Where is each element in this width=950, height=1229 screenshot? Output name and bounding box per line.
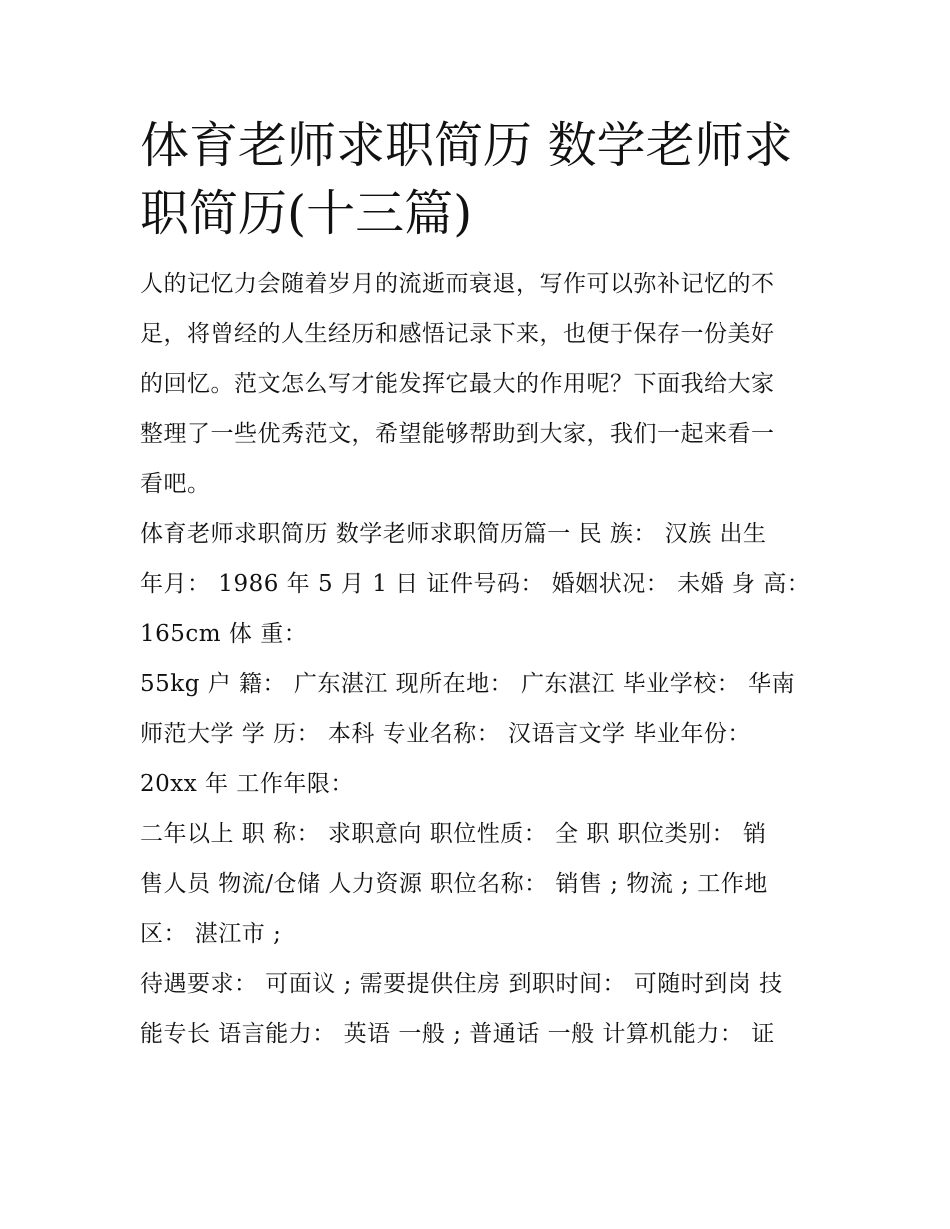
body-line-15: 待遇要求： 可面议 ; 需要提供住房 到职时间： 可随时到岗 技	[140, 971, 783, 997]
body-line-3: 的回忆。范文怎么写才能发挥它最大的作用呢？下面我给大家	[140, 371, 775, 397]
body-line-7: 年月： 1986 年 5 月 1 日 证件号码： 婚姻状况： 未婚 身 高：	[140, 571, 811, 597]
document-body	[140, 265, 812, 1053]
body-line-16: 能专长 语言能力： 英语 一般 ; 普通话 一般 计算机能力： 证	[140, 1021, 775, 1047]
body-line-8: 165cm 体 重：	[140, 621, 308, 647]
body-line-14: 区： 湛江市 ;	[140, 921, 282, 947]
body-line-6: 体育老师求职简历 数学老师求职简历篇一 民 族： 汉族 出生	[140, 521, 767, 547]
title-line-2: 职简历(十三篇)	[140, 185, 473, 242]
body-line-10: 师范大学 学 历： 本科 专业名称： 汉语言文学 毕业年份：	[140, 721, 751, 747]
body-line-11: 20xx 年 工作年限：	[140, 771, 354, 797]
body-line-5: 看吧。	[140, 471, 211, 497]
body-line-2: 足，将曾经的人生经历和感悟记录下来，也便于保存一份美好	[140, 321, 775, 347]
body-line-1: 人的记忆力会随着岁月的流逝而衰退，写作可以弥补记忆的不	[140, 271, 775, 297]
body-line-13: 售人员 物流/仓储 人力资源 职位名称： 销售 ; 物流 ; 工作地	[140, 871, 768, 897]
body-line-12: 二年以上 职 称： 求职意向 职位性质： 全 职 职位类别： 销	[140, 821, 767, 847]
document-content	[140, 112, 812, 1053]
body-line-9: 55kg 户 籍： 广东湛江 现所在地： 广东湛江 毕业学校： 华南	[140, 671, 796, 697]
document-title	[140, 112, 812, 248]
body-line-4: 整理了一些优秀范文，希望能够帮助到大家，我们一起来看一	[140, 421, 775, 447]
title-line-1: 体育老师求职简历 数学老师求	[140, 117, 793, 174]
